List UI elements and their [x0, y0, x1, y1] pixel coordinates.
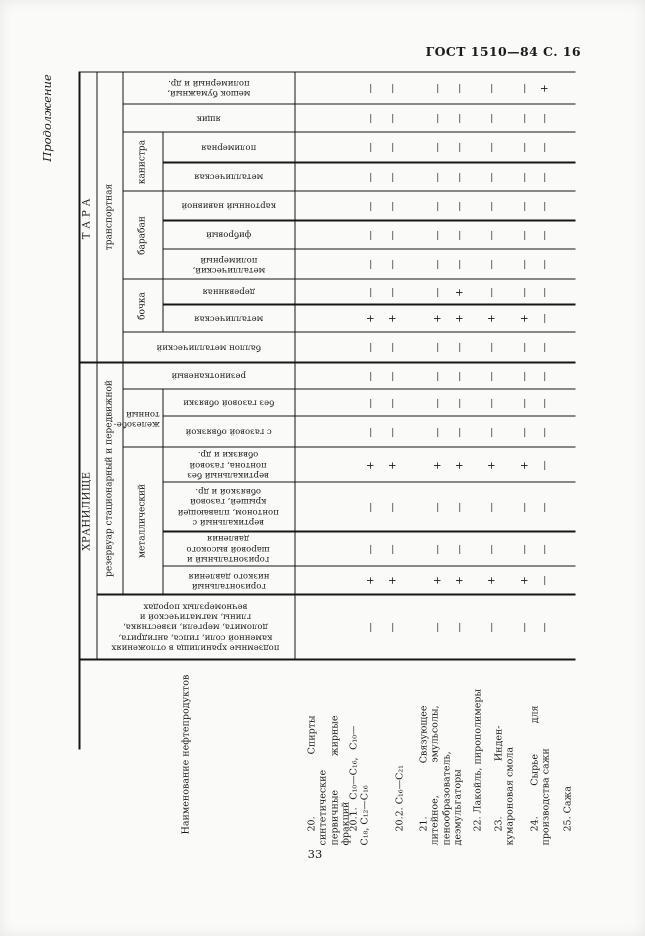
table-mark-baraban-fibrovyj-0: — — [365, 230, 377, 241]
item-row-24: 24. Сырье для производства сажи — [529, 705, 552, 846]
table-mark-baraban-kartonnyj-navivnoj-1: — — [387, 201, 399, 212]
column-header-fibrovyj-label: фибровый — [205, 230, 252, 241]
column-header-bez-gazovoj-label: без газовой обвязки — [182, 398, 275, 409]
table-mark-bez-gazovoj-obvyazki-4: — — [486, 398, 498, 409]
column-header-bochka-metallicheskaya-label: металлическая — [193, 313, 264, 324]
table-mark-podzemnye-hranilishcha-2: — — [432, 622, 444, 633]
table-mark-vertikalny-bez-pontona-0: + — [365, 461, 377, 470]
table-mark-vertikalny-s-pontonom-4: — — [486, 502, 498, 513]
table-mark-bez-gazovoj-obvyazki-2: — — [432, 398, 444, 409]
table-mark-podzemnye-hranilishcha-1: — — [387, 622, 399, 633]
table-mark-meshok-bumazhnyj-2: — — [432, 83, 444, 94]
table-mark-s-gazovoj-obvyazkoj-0: — — [365, 427, 377, 438]
table-mark-yashchik-2: — — [432, 113, 444, 124]
table-mark-yashchik-6: — — [539, 113, 551, 124]
table-mark-kanistra-metallicheskaya-1: — — [387, 172, 399, 183]
item-row-23: 23. Инден-кумароновая смола — [493, 725, 516, 846]
table-mark-kanistra-metallicheskaya-5: — — [519, 172, 531, 183]
column-header-kanistra-metallicheskaya-label: металлическая — [193, 172, 264, 183]
table-mark-kanistra-polimernaya-0: — — [365, 142, 377, 153]
table-mark-s-gazovoj-obvyazkoj-6: — — [539, 427, 551, 438]
group-bochka — [123, 280, 163, 333]
column-header-ballon-label: баллон металлический — [156, 342, 261, 353]
table-mark-ballon-metallicheskij-2: — — [432, 342, 444, 353]
table-mark-bochka-derevyannaya-6: — — [539, 287, 551, 298]
column-header-bochka-derevyannaya — [163, 280, 295, 305]
table-mark-baraban-metallicheskij-polimernyj-6: — — [539, 259, 551, 270]
item-row-21: 21. Связующее литейное, эмульсолы, пенообразователь, деэмульгаторы — [418, 705, 464, 846]
table-mark-kanistra-metallicheskaya-3: — — [454, 172, 466, 183]
table-mark-bochka-metallicheskaya-2: + — [432, 314, 444, 323]
stub-header-cell — [79, 660, 295, 850]
group-rezervuar-label: резервуар стационарный и передвижной — [104, 380, 115, 577]
table-mark-vertikalny-bez-pontona-1: + — [387, 461, 399, 470]
table-mark-s-gazovoj-obvyazkoj-4: — — [486, 427, 498, 438]
table-mark-rezinotkanevyj-5: — — [519, 371, 531, 382]
table-mark-rezinotkanevyj-4: — — [486, 371, 498, 382]
table-mark-baraban-kartonnyj-navivnoj-4: — — [486, 201, 498, 212]
grid-line — [295, 72, 296, 660]
group-baraban — [123, 192, 163, 280]
group-metallicheskij-label: металлический — [137, 483, 148, 559]
table-mark-bochka-derevyannaya-0: — — [365, 287, 377, 298]
column-header-bochka-metallicheskaya — [163, 305, 295, 333]
column-header-yashchik-label: ящик — [196, 113, 221, 124]
column-header-s-gazovoj — [163, 417, 295, 448]
table-mark-bez-gazovoj-obvyazki-6: — — [539, 398, 551, 409]
column-header-baraban-metallicheskij-label: металлический, полимерный — [192, 254, 265, 275]
table-mark-bochka-metallicheskaya-3: + — [454, 314, 466, 323]
table-mark-bez-gazovoj-obvyazki-0: — — [365, 398, 377, 409]
table-mark-meshok-bumazhnyj-6: + — [539, 84, 551, 93]
item-row-20-1: 20.1. С₁₀—С₁₆, С₁₀—С₁₈, С₁₂—С₁₆ — [348, 725, 371, 846]
table-mark-yashchik-1: — — [387, 113, 399, 124]
column-header-bochka-derevyannaya-label: деревянная — [202, 287, 255, 298]
table-mark-vertikalny-bez-pontona-3: + — [454, 461, 466, 470]
item-row-22: 22. Лакойль, пирополимеры — [472, 689, 484, 832]
column-header-gorizontalny-sharovoj-label: горизонтальный и шаровой высокого давления — [186, 533, 271, 565]
group-baraban-label: барабан — [137, 216, 148, 255]
table-mark-s-gazovoj-obvyazkoj-3: — — [454, 427, 466, 438]
group-rezervuar — [97, 363, 123, 595]
rotated-table — [79, 72, 576, 850]
table-mark-baraban-fibrovyj-6: — — [539, 230, 551, 241]
column-header-rezinotkanevyj-label: резинотканевый — [171, 371, 246, 382]
item-row-20: 20. Спирты синтетические первичные жирные фракций — [306, 715, 352, 846]
table-mark-baraban-metallicheskij-polimernyj-5: — — [519, 259, 531, 270]
column-header-s-gazovoj-label: с газовой обвязкой — [185, 427, 272, 438]
table-mark-bochka-derevyannaya-2: — — [432, 287, 444, 298]
table-mark-baraban-metallicheskij-polimernyj-3: — — [454, 259, 466, 270]
group-transportnaya-label: транспортная — [104, 183, 115, 251]
table-mark-gorizontalny-i-sharovoj-vysokogo-davleniya-5: — — [519, 544, 531, 555]
table-mark-bochka-metallicheskaya-1: + — [387, 314, 399, 323]
table-mark-gorizontalny-i-sharovoj-vysokogo-davleniya-6: — — [539, 544, 551, 555]
column-header-kanistra-polimernaya — [163, 133, 295, 163]
section-hranilishche — [79, 363, 97, 660]
table-mark-meshok-bumazhnyj-5: — — [519, 83, 531, 94]
table-mark-baraban-kartonnyj-navivnoj-0: — — [365, 201, 377, 212]
column-header-kanistra-polimernaya-label: полимерная — [200, 142, 257, 153]
table-mark-vertikalny-s-pontonom-2: — — [432, 502, 444, 513]
table-mark-ballon-metallicheskij-5: — — [519, 342, 531, 353]
table-mark-gorizontalny-i-sharovoj-vysokogo-davleniya-0: — — [365, 544, 377, 555]
group-kanistra — [123, 133, 163, 192]
table-mark-podzemnye-hranilishcha-5: — — [519, 622, 531, 633]
item-row-20-2: 20.2. С₁₆—С₂₁ — [394, 765, 406, 832]
table-mark-meshok-bumazhnyj-1: — — [387, 83, 399, 94]
table-mark-baraban-kartonnyj-navivnoj-5: — — [519, 201, 531, 212]
table-mark-gorizontalny-i-sharovoj-vysokogo-davleniya-3: — — [454, 544, 466, 555]
table-mark-vertikalny-s-pontonom-5: — — [519, 502, 531, 513]
column-header-podzemnye-label: подземные хранилища в отложениях каменной соли, гипса, ангидрита, доломита, мергеля, известняка, глины, магматической и вечномерзлых породах — [111, 601, 280, 653]
table-mark-baraban-kartonnyj-navivnoj-3: — — [454, 201, 466, 212]
column-header-meshok-label: мешок бумажный, полимерный и др. — [166, 78, 251, 99]
table-mark-podzemnye-hranilishcha-3: — — [454, 622, 466, 633]
table-mark-baraban-kartonnyj-navivnoj-2: — — [432, 201, 444, 212]
table-mark-yashchik-5: — — [519, 113, 531, 124]
table-mark-podzemnye-hranilishcha-6: — — [539, 622, 551, 633]
column-header-podzemnye — [97, 595, 295, 660]
column-header-fibrovyj — [163, 221, 295, 250]
table-mark-kanistra-polimernaya-6: — — [539, 142, 551, 153]
column-header-gorizontalny-nizkogo-label: горизонтальный низкого давления — [188, 570, 269, 591]
table-mark-gorizontalny-nizkogo-davleniya-5: + — [519, 576, 531, 585]
column-header-meshok — [123, 72, 295, 105]
table-mark-bochka-metallicheskaya-5: + — [519, 314, 531, 323]
table-mark-rezinotkanevyj-0: — — [365, 371, 377, 382]
table-mark-baraban-metallicheskij-polimernyj-4: — — [486, 259, 498, 270]
group-zhelezobetonny — [113, 390, 163, 448]
table-mark-vertikalny-s-pontonom-6: — — [539, 502, 551, 513]
column-header-gorizontalny-nizkogo — [163, 567, 295, 595]
table-mark-meshok-bumazhnyj-3: — — [454, 83, 466, 94]
table-mark-baraban-fibrovyj-3: — — [454, 230, 466, 241]
group-bochka-label: бочка — [137, 292, 148, 320]
column-header-vertikalny-s-pontonom — [163, 483, 295, 532]
table-mark-kanistra-polimernaya-1: — — [387, 142, 399, 153]
table-mark-rezinotkanevyj-6: — — [539, 371, 551, 382]
table-mark-kanistra-polimernaya-5: — — [519, 142, 531, 153]
table-mark-baraban-fibrovyj-5: — — [519, 230, 531, 241]
table-mark-bochka-metallicheskaya-4: + — [486, 314, 498, 323]
table-mark-baraban-kartonnyj-navivnoj-6: — — [539, 201, 551, 212]
table-mark-bochka-derevyannaya-3: + — [454, 288, 466, 297]
table-mark-baraban-fibrovyj-2: — — [432, 230, 444, 241]
table-mark-ballon-metallicheskij-3: — — [454, 342, 466, 353]
table-mark-gorizontalny-nizkogo-davleniya-3: + — [454, 576, 466, 585]
column-header-rezinotkanevyj — [123, 363, 295, 390]
table-mark-bochka-metallicheskaya-0: + — [365, 314, 377, 323]
stub-header-label: Наименование нефтепродуктов — [180, 674, 192, 835]
group-transportnaya — [97, 72, 123, 363]
item-row-25: 25. Сажа — [562, 786, 574, 832]
table-mark-vertikalny-s-pontonom-3: — — [454, 502, 466, 513]
column-header-yashchik — [123, 105, 295, 133]
table-mark-bez-gazovoj-obvyazki-3: — — [454, 398, 466, 409]
table-mark-ballon-metallicheskij-4: — — [486, 342, 498, 353]
column-header-vertikalny-bez-pontona-label: вертикальный без понтона, газовой обвязки и др. — [187, 449, 270, 481]
table-mark-kanistra-polimernaya-4: — — [486, 142, 498, 153]
table-mark-rezinotkanevyj-2: — — [432, 371, 444, 382]
table-mark-gorizontalny-i-sharovoj-vysokogo-davleniya-1: — — [387, 544, 399, 555]
document-header: ГОСТ 1510—84 С. 16 — [425, 44, 581, 59]
table-mark-bochka-metallicheskaya-6: — — [539, 313, 551, 324]
table-mark-vertikalny-bez-pontona-5: + — [519, 461, 531, 470]
table-mark-vertikalny-s-pontonom-1: — — [387, 502, 399, 513]
table-mark-gorizontalny-nizkogo-davleniya-6: — — [539, 575, 551, 586]
column-header-baraban-metallicheskij — [163, 250, 295, 280]
column-header-kartonnyj-label: картонный навивной — [181, 201, 276, 212]
table-mark-podzemnye-hranilishcha-4: — — [486, 622, 498, 633]
table-mark-kanistra-metallicheskaya-2: — — [432, 172, 444, 183]
table-mark-baraban-metallicheskij-polimernyj-2: — — [432, 259, 444, 270]
table-mark-yashchik-4: — — [486, 113, 498, 124]
table-mark-bochka-derevyannaya-5: — — [519, 287, 531, 298]
column-header-vertikalny-s-pontonom-label: вертикальный с понтоном, плавающей крышей, газовой обвязкой и др. — [177, 486, 280, 528]
table-mark-kanistra-metallicheskaya-4: — — [486, 172, 498, 183]
table-mark-vertikalny-bez-pontona-2: + — [432, 461, 444, 470]
table-mark-bez-gazovoj-obvyazki-1: — — [387, 398, 399, 409]
group-metallicheskij — [123, 448, 163, 595]
group-kanistra-label: канистра — [137, 139, 148, 185]
table-mark-s-gazovoj-obvyazkoj-5: — — [519, 427, 531, 438]
page-number: 33 — [307, 847, 323, 861]
table-mark-bochka-derevyannaya-1: — — [387, 287, 399, 298]
table-mark-gorizontalny-i-sharovoj-vysokogo-davleniya-2: — — [432, 544, 444, 555]
table-mark-vertikalny-s-pontonom-0: — — [365, 502, 377, 513]
table-mark-s-gazovoj-obvyazkoj-2: — — [432, 427, 444, 438]
table-mark-meshok-bumazhnyj-4: — — [486, 83, 498, 94]
table-mark-baraban-fibrovyj-1: — — [387, 230, 399, 241]
table-mark-bochka-derevyannaya-4: — — [486, 287, 498, 298]
table-mark-kanistra-metallicheskaya-6: — — [539, 172, 551, 183]
column-header-ballon — [123, 333, 295, 363]
table-mark-gorizontalny-nizkogo-davleniya-0: + — [365, 576, 377, 585]
table-mark-gorizontalny-i-sharovoj-vysokogo-davleniya-4: — — [486, 544, 498, 555]
table-mark-gorizontalny-nizkogo-davleniya-1: + — [387, 576, 399, 585]
section-hranilishche-label: ХРАНИЛИЩЕ — [81, 471, 93, 551]
table-mark-ballon-metallicheskij-0: — — [365, 342, 377, 353]
section-tara-label: ТАРА — [81, 194, 93, 240]
table-mark-yashchik-0: — — [365, 113, 377, 124]
table-mark-kanistra-metallicheskaya-0: — — [365, 172, 377, 183]
table-mark-gorizontalny-nizkogo-davleniya-4: + — [486, 576, 498, 585]
table-mark-vertikalny-bez-pontona-4: + — [486, 461, 498, 470]
table-mark-baraban-metallicheskij-polimernyj-0: — — [365, 259, 377, 270]
table-mark-vertikalny-bez-pontona-6: — — [539, 460, 551, 471]
table-mark-baraban-fibrovyj-4: — — [486, 230, 498, 241]
column-header-bez-gazovoj — [163, 390, 295, 417]
table-mark-rezinotkanevyj-1: — — [387, 371, 399, 382]
table-mark-kanistra-polimernaya-2: — — [432, 142, 444, 153]
table-mark-kanistra-polimernaya-3: — — [454, 142, 466, 153]
continuation-label: Продолжение — [40, 74, 54, 162]
section-tara — [79, 72, 97, 363]
table-mark-gorizontalny-nizkogo-davleniya-2: + — [432, 576, 444, 585]
table-mark-ballon-metallicheskij-1: — — [387, 342, 399, 353]
table-mark-s-gazovoj-obvyazkoj-1: — — [387, 427, 399, 438]
table-mark-yashchik-3: — — [454, 113, 466, 124]
table-mark-meshok-bumazhnyj-0: — — [365, 83, 377, 94]
column-header-kanistra-metallicheskaya — [163, 163, 295, 192]
column-header-kartonnyj — [163, 192, 295, 221]
table-mark-ballon-metallicheskij-6: — — [539, 342, 551, 353]
table-mark-rezinotkanevyj-3: — — [454, 371, 466, 382]
table-mark-bez-gazovoj-obvyazki-5: — — [519, 398, 531, 409]
group-zhelezobetonny-label: железобе-тонный — [113, 408, 160, 429]
table-mark-baraban-metallicheskij-polimernyj-1: — — [387, 259, 399, 270]
column-header-gorizontalny-sharovoj — [163, 532, 295, 567]
table-mark-podzemnye-hranilishcha-0: — — [365, 622, 377, 633]
column-header-vertikalny-bez-pontona — [163, 448, 295, 483]
